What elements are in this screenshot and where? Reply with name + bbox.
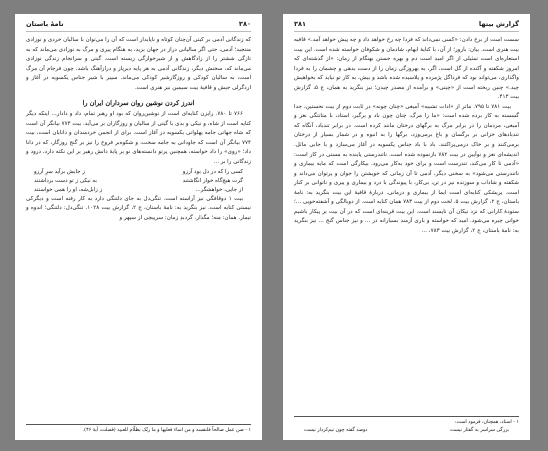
page-header xyxy=(294,20,519,32)
verse-hemistich: گرت هیچ‌گاه خوار انگاشتند xyxy=(182,177,243,184)
verse-line xyxy=(26,186,251,195)
footnotes xyxy=(26,424,251,435)
lower-paragraph: بیت ۱ دوقافگی نیز آراسته است. تنگی‌دل به جای دلتنگی دارد به کار رفته است و دیگرکی نیستی کنایه است. نیز بنگرید به: نامهٔ باستان، ج ۲، گزارش بیت ۱۰۲۸. تنگی‌دل: دلتنگی؛ اندوه و تیمار. همان: منه؛ مگذار. گردبدِ زمان: سرپیچی از سپهر و xyxy=(26,195,251,221)
footnote: ۱ - صن عمل صالحاً فلنفسه و من اساء فعلیها و ما ربّک بظلّام للعبید (فصلت، آیهٔ ۴۶). xyxy=(82,427,251,433)
left-page xyxy=(15,14,262,440)
running-title: گزارش بیتها xyxy=(478,20,519,28)
verse-hemistich: دوصد گفته چون نیم‌کردار نیست xyxy=(304,427,368,433)
page-number: ۳۸۰ xyxy=(238,20,251,28)
page-header xyxy=(26,20,251,32)
paragraph-1: سست است از برخ دادن: «کسی نمی‌داند که فردا چه رخ خواهد داد و چه پیش خواهد آمد.» قافیه بیت هنری است. بیان: بارور؛ از آن، با کنایهٔ ایهام، شادمان و شکوفان خواسته شده است. این بیت استعاره‌ای است تمثیلی از اگر امید است دم و بهره جستن بهنگام از زمان: «از گذشته‌ای که امروز شکفته و آکنده از گل است، اگر، به بهروزگی زمان را از دست بدهی و چشمان را به فردا واگذاری، می‌تواند بود که فرداگل پژمرده و پلاسیده شده باشد و بیش، به کار تو نیاید که بخواهیش چید.» چنین ریخته است از «چیتی» و برآمده از مصدر چیدن؛ نیز بنگرید به همان، ج ۵، گزارش بیت ۴۱۳. xyxy=(294,37,519,101)
verse-line xyxy=(26,177,251,186)
footnotes xyxy=(294,416,519,434)
right-page xyxy=(283,14,530,440)
footnote: ۱ - اسناد، همچنان، فرمود است: xyxy=(455,420,519,425)
section-heading: اندرز کردن نوشین روان سرداران ایران را xyxy=(82,99,195,108)
running-title: نامهٔ باستان xyxy=(26,20,64,28)
footnote-verse xyxy=(294,427,519,435)
verse-hemistich: ز زابل‌شه، او را همی خواستند xyxy=(34,186,103,193)
verse-hemistich: از جایی، خواهشگر... xyxy=(195,186,243,193)
section-paragraph: ۷۶۶ تا ۷۸۰. رایزن کنایه‌ای است از نوشین‌روان که بود او رهبر تمام، داد و دادار... اینکه دیگر کنایه است از شاه، و نیکی و بدی با گیتی از سالیان و روزگاران بر می‌آید. بیت ۷۷۴ بیانگر آن است که شاه جهانی جامه پهلوانی یکسویه در آغاز است. برای از انجمن خردمندان و دانایان است، بیت ۷۷۴ بیانگر آن است که جاودانی به جامه سخت، و شکوه‌بر فروخ را نیز بر گنج روزگار، که در دانا داد؛ «روی» را داد خواسته، همچنین پرتو دانسته‌های نو بر پایهٔ دانش رهیر بر این نکته دارد، درود و زندگانی را بر ... xyxy=(26,111,251,166)
verse-hemistich: کسی را که در دل بود آرزو xyxy=(182,168,243,175)
verse-hemistich: ز جایش برآید سرِ آرزو xyxy=(34,168,85,175)
verse-hemistich: به نیکی ز تو دست برداشتند xyxy=(34,177,97,184)
verse-hemistich: بزرگی سراسر به گفتار نیست xyxy=(450,427,509,433)
paragraph-2: بیت ۷۸۱ تا ۷۹۵. ماتر از «ادات تشبیه» آمیغی «چنان چونه» در ثابت دوم از بیت نخستین، جدا گسسته به کار برده شده است: «ما را مرگ، چنان چون باد و برگیر، استاد، با متانتگی نغز و آمیغی، مردمان را در برابر مرگ به برگهای درختان مانند کرده است. در برابر تندباد، آنگاه که تندبادهای خزانی بر برگسان و باغ برمی‌وزد، برگها را به انبوه و در شمار بسیار از درختان برمی‌کنند و بر خاک درمی‌پراکنند. باد با باد جناس یکسویه در آغاز می‌سازد و با جابی ماثل. اندیشه‌ای نغز و نواَیین در بیت ۷۸۲ بازنموده شده است. ناتندرستی پاینده به مستی در کار است: «آدمی تا کار می‌کند، تندرست است و برای خود به‌کار می‌رود. بیکارگی است که مایه بیماری و ناتندرستی می‌شود» به سخنی دیگر، آدمی تا آن زمانی که خویشتن را جوان و پرتوان می‌داند و شکفته و شاداب و سوزنده نیز در تن، بی‌کار، با پیوندگی با درد و بیماری و پیری و ناتوانی بر کنار است. پریشکی کنایه‌ای است ایما از بیماری و درمانی. دربارهٔ قافیهٔ این بیت بنگرید به: نامهٔ باستان، ج ۲، گزارش بیت ۵. لخت دوم از بیت ۷۸۳ همان کنایه است. از دوبالگی و آشفته‌خویی ...؛ ستودهٔ کارانی که نزد نیکان آن ناپسند است. این بیت قرینه‌ای است که در آن بیت بر پیکار باشیم خوانی چیره می‌شود. امید که خواسته و باری آزمند بسیارانه در ... و نیز جناس گنج ... نیز بنگرید به: نامهٔ باستان، ج ۲، گزارش بیت ۷۸۳، ... xyxy=(294,103,520,234)
verse-line xyxy=(26,168,251,177)
intro-paragraph: که زندگانی آدمی بر کیتی آن‌چنان کوتاه و ناپایدار است که آن را می‌توان با سالیان خردی و نوزادی منتجید؛ آدمی، حتی اگر سالیانی دراز در جهان بزید، به هنگام پیری و مرگ به نوزادی می‌ماند که به تازگی ششتر را از زادگاهش و از شیرخوارگی زیسته است. گیتی و سرانجام زندگی نوزادی می‌ماند که، سخنش دیگر، زندگانی آدمی به هر پایه دیرپاز و درازآهنگ باشد، چون فرجام آن مرگ است، به سالیان کودکی و روزگارشیر کودکی می‌ماند. سپیر با شیر جناس یکسویه در آغاز و اردگرلی جیش و قافیهٔ بیت سیمین نیز هنری است. xyxy=(26,37,251,91)
page-number: ۳۸۱ xyxy=(294,20,307,28)
